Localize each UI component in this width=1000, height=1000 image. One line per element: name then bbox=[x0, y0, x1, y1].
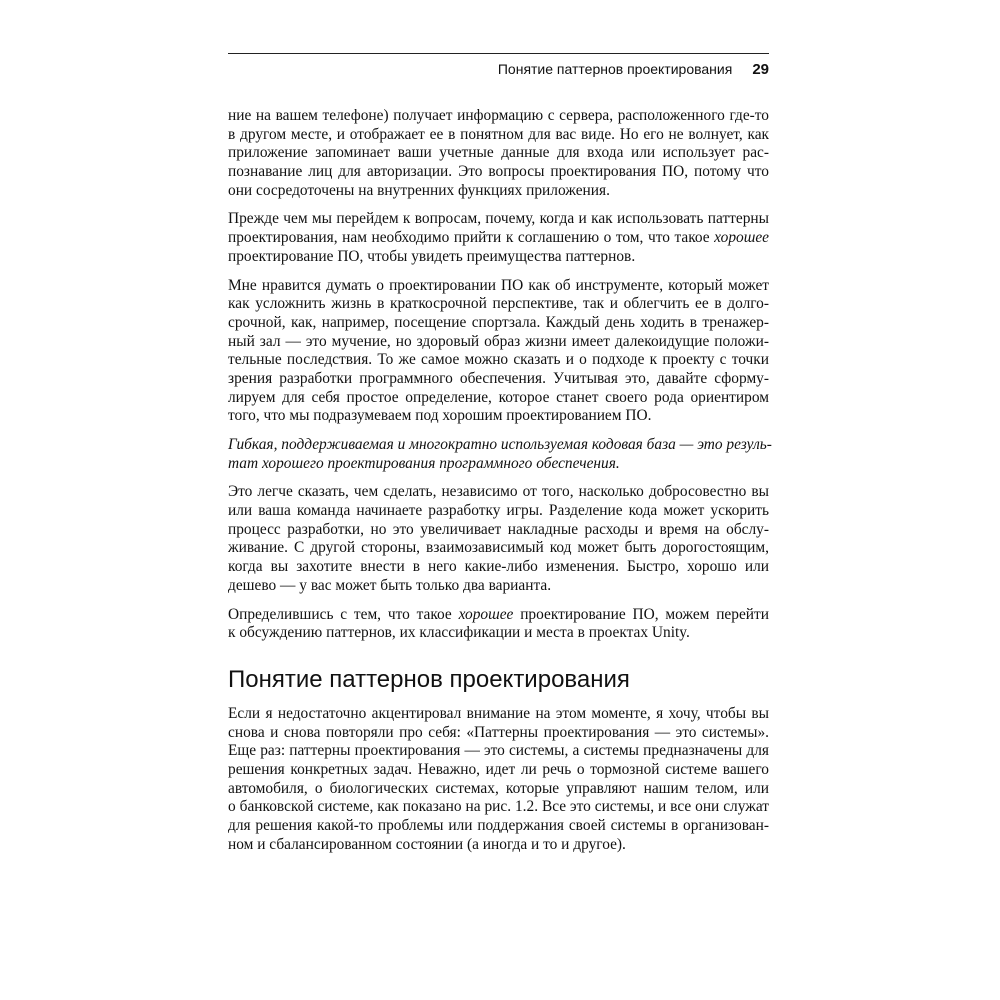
text-line: Это легче сказать, чем сделать, независимо от того, насколько добросовестно вы bbox=[228, 483, 769, 501]
text-line: ный зал — это мучение, но здоровый образ жизни имеет далекоидущие положи- bbox=[228, 332, 769, 350]
text-run: проектирование ПО, чтобы увидеть преимущества паттернов. bbox=[228, 247, 636, 265]
text-line: снова и снова повторяли про себя: «Паттерны проектирования — это системы». bbox=[228, 723, 769, 741]
text-line: в другом месте, и отображает ее в понятном для вас виде. Но его не волнует, как bbox=[228, 125, 769, 143]
text-line: о банковской системе, как показано на рис. 1.2. Все это системы, и все они служат bbox=[228, 798, 769, 816]
running-title: Понятие паттернов проектирования bbox=[497, 61, 733, 77]
text-line: приложение запоминает ваши учетные данные для входа или использует рас- bbox=[228, 144, 769, 162]
text-run: Определившись с тем, что такое bbox=[228, 605, 459, 623]
paragraph bbox=[228, 705, 769, 855]
emphasis: хорошее bbox=[458, 605, 514, 623]
paragraph bbox=[228, 483, 769, 595]
text-line: решения конкретных задач. Неважно, идет ли речь о тормозной системе вашего bbox=[228, 760, 769, 778]
text-line: они сосредоточены на внутренних функциях приложения. bbox=[228, 181, 610, 199]
text-line: познавание лиц для авторизации. Это вопросы проектирования ПО, потому что bbox=[228, 163, 769, 181]
text-line: Еще раз: паттерны проектирования — это системы, а системы предназначены для bbox=[228, 742, 769, 760]
paragraph bbox=[228, 107, 769, 200]
page-body bbox=[228, 107, 772, 864]
text-line: когда вы захотите внести в него какие-либо изменения. Быстро, хорошо или bbox=[228, 558, 769, 576]
text-line bbox=[228, 606, 769, 625]
text-run: проектирования, нам необходимо прийти к соглашению о том, что такое bbox=[228, 229, 715, 247]
text-line: Если я недостаточно акцентировал внимание на этом моменте, я хочу, чтобы вы bbox=[228, 704, 769, 722]
text-line bbox=[228, 210, 769, 229]
text-line: тельные последствия. То же самое можно сказать и о подходе к проекту с точки bbox=[228, 351, 769, 369]
text-line: зрения разработки программного обеспечения. Учитывая это, давайте сформу- bbox=[228, 369, 769, 387]
running-header bbox=[228, 58, 769, 80]
text-line: автомобиля, о биологических системах, которые управляют нашим телом, или bbox=[228, 779, 769, 797]
text-line bbox=[228, 248, 769, 267]
text-line: дешево — у вас может быть только два варианта. bbox=[228, 576, 552, 594]
paragraph bbox=[228, 277, 769, 427]
emphasis: хорошее bbox=[714, 229, 769, 247]
text-line: тат хорошего проектирования программного обеспечения. bbox=[228, 454, 620, 472]
text-line: для решения какой-то проблемы или поддержания своей системы в организован- bbox=[228, 817, 769, 834]
italic-definition bbox=[228, 436, 772, 473]
section-heading: Понятие паттернов проектирования bbox=[228, 665, 630, 693]
paragraph bbox=[228, 606, 769, 643]
text-line: Мне нравится думать о проектировании ПО как об инструменте, который может bbox=[228, 276, 769, 294]
text-line: Гибкая, поддерживаемая и многократно используемая кодовая база — это резуль- bbox=[228, 436, 772, 453]
text-line: процесс разработки, но это увеличивает накладные расходы и время на обслу- bbox=[228, 520, 769, 538]
text-line: ние на вашем телефоне) получает информацию с сервера, расположенного где-то bbox=[228, 107, 769, 124]
text-line: того, что мы подразумеваем под хорошим проектированием ПО. bbox=[228, 407, 652, 425]
header-rule bbox=[228, 53, 769, 54]
page-number: 29 bbox=[752, 60, 769, 78]
text-line bbox=[228, 624, 769, 643]
text-line: как усложнить жизнь в краткосрочной перспективе, так и облегчить ее в долго- bbox=[228, 295, 769, 313]
paragraph bbox=[228, 210, 769, 266]
text-line: ном и сбалансированном состоянии (а иногда и то и другое). bbox=[228, 835, 626, 853]
text-line: или ваша команда начинаете разработку игры. Разделение кода может ускорить bbox=[228, 502, 769, 520]
text-line bbox=[228, 229, 769, 248]
text-run: к обсуждению паттернов, их классификации и места в проектах Unity. bbox=[228, 624, 690, 642]
text-line: лируем для себя простое определение, которое станет своего рода ориентиром bbox=[228, 388, 769, 406]
text-run: проектирование ПО, можем перейти bbox=[513, 605, 769, 623]
text-run: Прежде чем мы перейдем к вопросам, почему, когда и как использовать паттерны bbox=[228, 210, 769, 228]
text-line: срочной, как, например, посещение спортзала. Каждый день ходить в тренажер- bbox=[228, 313, 769, 331]
text-line: живание. С другой стороны, взаимозависимый код может быть дорогостоящим, bbox=[228, 539, 769, 557]
